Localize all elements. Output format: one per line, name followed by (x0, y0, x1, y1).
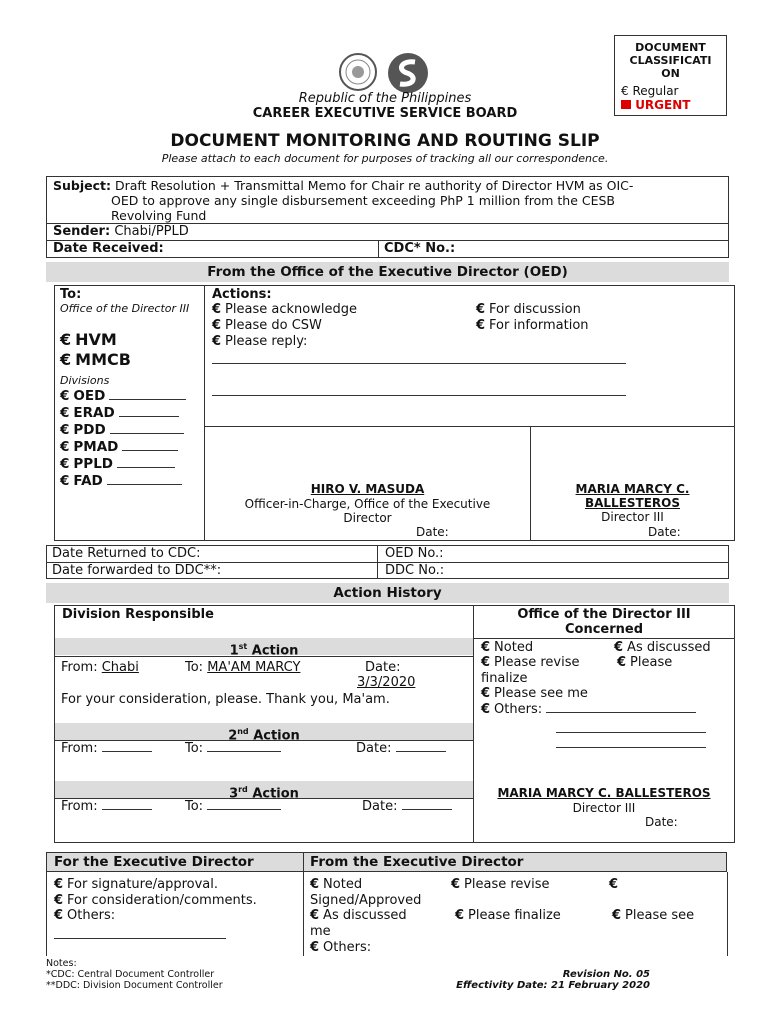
to-label: To: (185, 660, 204, 675)
checkbox-icon: € (60, 330, 72, 349)
option-label: Please finalize (468, 908, 561, 923)
action-2-to[interactable] (185, 741, 281, 756)
action-label: Please do CSW (225, 318, 322, 333)
action-1-label: Action (251, 643, 299, 659)
reply-line-3[interactable] (212, 426, 626, 427)
classification-box (614, 35, 727, 116)
from-exec-option-finalize[interactable] (455, 908, 561, 923)
option-label: As discussed (323, 908, 407, 923)
director-mmcb-label: MMCB (75, 350, 131, 369)
division-option-erad[interactable] (60, 405, 179, 421)
for-exec-others-line[interactable] (54, 938, 226, 939)
agency-name: CAREER EXECUTIVE SERVICE BOARD (252, 106, 518, 121)
division-option-fad[interactable] (60, 473, 182, 489)
oed-no-label: OED No.: (385, 546, 444, 561)
action-1-header (55, 638, 473, 659)
sender-value[interactable]: Chabi/PPLD (114, 224, 189, 239)
action-option-information[interactable] (476, 318, 589, 333)
country-name: Republic of the Philippines (298, 91, 472, 106)
from-exec-option-signed[interactable] (609, 877, 622, 892)
from-exec-option-noted[interactable] (310, 877, 362, 892)
reply-line-2[interactable] (212, 395, 626, 396)
action-option-discussion[interactable] (476, 302, 581, 317)
option-others[interactable] (481, 702, 696, 717)
classification-urgent-option[interactable] (621, 98, 726, 112)
checkbox-icon: € (54, 877, 64, 892)
from-value: Chabi (101, 660, 139, 675)
cdc-no-label: CDC* No.: (384, 241, 456, 256)
division-option-pmad[interactable] (60, 439, 178, 455)
action-3-header (55, 781, 473, 802)
division-label: PDD (73, 422, 106, 438)
sig1-title-2: Director (343, 511, 392, 525)
from-exec-option-revise[interactable] (451, 877, 550, 892)
checkbox-icon: € (212, 302, 222, 317)
action-1-note[interactable]: For your consideration, please. Thank you, Ma'am. (61, 692, 390, 707)
to-value: MA'AM MARCY (207, 660, 301, 675)
sender-label: Sender: (53, 224, 111, 239)
action-label: Please reply: (225, 334, 308, 349)
division-label: ERAD (73, 405, 115, 421)
action-option-acknowledge[interactable] (212, 302, 357, 317)
option-please-see-me[interactable] (481, 686, 588, 701)
checkbox-icon: € (60, 439, 70, 455)
from-exec-option-see[interactable] (612, 908, 694, 923)
sig2-name-1: MARIA MARCY C. (575, 482, 690, 496)
checkbox-icon: € (60, 405, 70, 421)
action-3-number: 3 (229, 786, 239, 802)
cesb-seal-logo (338, 52, 378, 92)
for-exec-heading: For the Executive Director (54, 854, 254, 870)
for-exec-option-consideration[interactable] (54, 893, 257, 908)
actions-label: Actions: (212, 287, 272, 302)
date-received-label: Date Received: (53, 241, 164, 256)
action-label: For information (489, 318, 589, 333)
checkbox-icon: € (310, 940, 320, 955)
to-label: To: (185, 741, 204, 756)
checkbox-icon: € (617, 655, 627, 670)
to-label: To: (185, 799, 204, 814)
note-ddc: **DDC: Division Document Controller (46, 980, 223, 991)
option-label: For signature/approval. (67, 877, 218, 892)
notes-label: Notes: (46, 958, 77, 969)
division-label: PPLD (73, 456, 114, 472)
checkbox-icon: € (54, 893, 64, 908)
urgent-flag-icon (621, 100, 631, 109)
checkbox-icon: € (612, 908, 622, 923)
checkbox-icon: € (212, 334, 222, 349)
division-option-ppld[interactable] (60, 456, 175, 472)
director-option-hvm[interactable] (60, 330, 117, 349)
for-exec-option-signature[interactable] (54, 877, 218, 892)
history-sig-title: Director III (572, 801, 636, 815)
director-option-mmcb[interactable] (60, 350, 131, 369)
option-as-discussed[interactable] (614, 640, 711, 655)
sig1-name: HIRO V. MASUDA (310, 482, 425, 496)
reply-line-1[interactable] (212, 363, 626, 364)
office-concerned-label-2: Concerned (564, 622, 644, 637)
checkbox-icon: € (621, 84, 629, 98)
sig2-date-label: Date: (648, 525, 681, 539)
sig2-title: Director III (601, 510, 664, 524)
others-line-3[interactable] (556, 747, 706, 748)
from-exec-signed-label: Signed/Approved (310, 893, 422, 908)
option-please-finalize[interactable] (617, 655, 672, 670)
office-director-label: Office of the Director III (60, 302, 190, 315)
urgent-label: URGENT (635, 98, 691, 112)
division-label: PMAD (73, 439, 119, 455)
ddc-no-label: DDC No.: (385, 563, 445, 578)
subject-label: Subject: (53, 178, 111, 193)
action-2-from[interactable] (61, 741, 152, 756)
action-3-suffix: rd (238, 785, 248, 794)
checkbox-icon: € (451, 877, 461, 892)
classification-label-1: DOCUMENT (635, 41, 706, 54)
checkbox-icon: € (310, 877, 320, 892)
option-noted[interactable] (481, 640, 533, 655)
checkbox-icon: € (54, 908, 64, 923)
division-label: FAD (73, 473, 103, 489)
from-label: From: (61, 799, 98, 814)
checkbox-icon: € (60, 473, 70, 489)
action-1-date-label: Date: (365, 660, 401, 675)
history-sig-name: MARIA MARCY C. BALLESTEROS (497, 786, 711, 800)
sender-row (46, 224, 729, 241)
action-3-date[interactable] (362, 799, 452, 814)
note-cdc: *CDC: Central Document Controller (46, 969, 215, 980)
action-1-from[interactable] (61, 660, 139, 675)
action-3-to[interactable] (185, 799, 281, 814)
checkbox-icon: € (481, 686, 491, 701)
office-concerned-label-1: Office of the Director III (517, 607, 691, 622)
effectivity-date: Effectivity Date: 21 February 2020 (456, 980, 650, 991)
action-option-csw[interactable] (212, 318, 322, 333)
option-label: For consideration/comments. (67, 893, 257, 908)
checkbox-icon: € (60, 388, 70, 404)
date-returned-label: Date Returned to CDC: (52, 546, 201, 561)
option-finalize-word: finalize (481, 671, 528, 686)
action-2-date[interactable] (356, 741, 446, 756)
checkbox-icon: € (481, 655, 491, 670)
subject-section (46, 176, 729, 224)
action-history-heading: Action History (46, 583, 729, 603)
division-option-pdd[interactable] (60, 422, 184, 438)
checkbox-icon: € (481, 702, 491, 717)
option-label: As discussed (627, 640, 711, 655)
subject-line-1: Draft Resolution + Transmittal Memo for Chair re authority of Director HVM as OIC- (114, 178, 634, 193)
checkbox-icon: € (476, 318, 486, 333)
option-label: Please revise (464, 877, 550, 892)
from-label: From: (61, 660, 98, 675)
classification-label-3: ON (661, 67, 680, 80)
action-label: For discussion (489, 302, 581, 317)
option-label: Please revise (494, 655, 580, 670)
subject-line-3: Revolving Fund (111, 208, 207, 223)
subject-line-2: OED to approve any single disbursement exceeding PhP 1 million from the CESB (111, 193, 616, 208)
revision-number: Revision No. 05 (562, 969, 650, 980)
classification-label-2: CLASSIFICATI (629, 54, 712, 67)
sig2-name-2: BALLESTEROS (584, 496, 681, 510)
classification-regular-option[interactable] (621, 84, 726, 98)
action-2-suffix: nd (237, 727, 249, 736)
from-exec-me-label: me (310, 924, 331, 939)
option-label: Please see me (494, 686, 588, 701)
checkbox-icon: € (476, 302, 486, 317)
for-exec-option-others[interactable] (54, 908, 115, 923)
checkbox-icon: € (310, 908, 320, 923)
checkbox-icon: € (212, 318, 222, 333)
action-1-number: 1 (229, 643, 239, 659)
checkbox-icon: € (609, 877, 619, 892)
action-label: Please acknowledge (225, 302, 357, 317)
director-hvm-label: HVM (75, 330, 117, 349)
page-title: DOCUMENT MONITORING AND ROUTING SLIP (170, 131, 600, 151)
from-exec-option-others[interactable] (310, 940, 371, 955)
from-exec-option-discussed[interactable] (310, 908, 407, 923)
action-option-reply[interactable] (212, 334, 307, 349)
date-received-row (46, 241, 729, 258)
option-label: Noted (323, 877, 363, 892)
cesb-s-logo (387, 52, 429, 94)
checkbox-icon: € (614, 640, 624, 655)
action-2-label: Action (253, 728, 300, 744)
footer-notes (46, 958, 223, 991)
action-2-number: 2 (228, 728, 238, 744)
date-label: Date: (362, 799, 398, 814)
action-1-date-value[interactable]: 3/3/2020 (357, 675, 416, 690)
regular-label: Regular (632, 84, 679, 98)
from-exec-heading: From the Executive Director (310, 854, 524, 870)
option-label: Noted (494, 640, 534, 655)
divisions-label: Divisions (60, 374, 110, 387)
sig1-date-label: Date: (416, 525, 449, 539)
checkbox-icon: € (481, 640, 491, 655)
division-label: OED (73, 388, 106, 404)
option-label: Others: (323, 940, 372, 955)
date-forwarded-label: Date forwarded to DDC**: (52, 563, 222, 578)
action-1-to[interactable] (185, 660, 300, 675)
sig1-title-1: Officer-in-Charge, Office of the Executive (244, 497, 491, 511)
division-option-oed[interactable] (60, 388, 186, 404)
action-3-label: Action (252, 786, 299, 802)
action-2-header (55, 723, 473, 744)
page-subtitle: Please attach to each document for purposes of tracking all our correspondence. (161, 152, 609, 165)
oed-section-heading: From the Office of the Executive Director (OED) (46, 262, 729, 282)
checkbox-icon: € (60, 456, 70, 472)
others-line-2[interactable] (556, 732, 706, 733)
option-label: Others: (494, 702, 543, 717)
option-label: Others: (67, 908, 116, 923)
to-label: To: (60, 287, 82, 302)
checkbox-icon: € (60, 422, 70, 438)
division-responsible-label: Division Responsible (62, 607, 214, 622)
checkbox-icon: € (455, 908, 465, 923)
history-sig-date: Date: (645, 815, 678, 829)
action-1-suffix: st (238, 642, 248, 651)
option-please-revise[interactable] (481, 655, 580, 670)
checkbox-icon: € (60, 350, 72, 369)
option-label: Please see (625, 908, 695, 923)
from-label: From: (61, 741, 98, 756)
date-label: Date: (356, 741, 392, 756)
action-3-from[interactable] (61, 799, 152, 814)
option-label: Please (630, 655, 673, 670)
